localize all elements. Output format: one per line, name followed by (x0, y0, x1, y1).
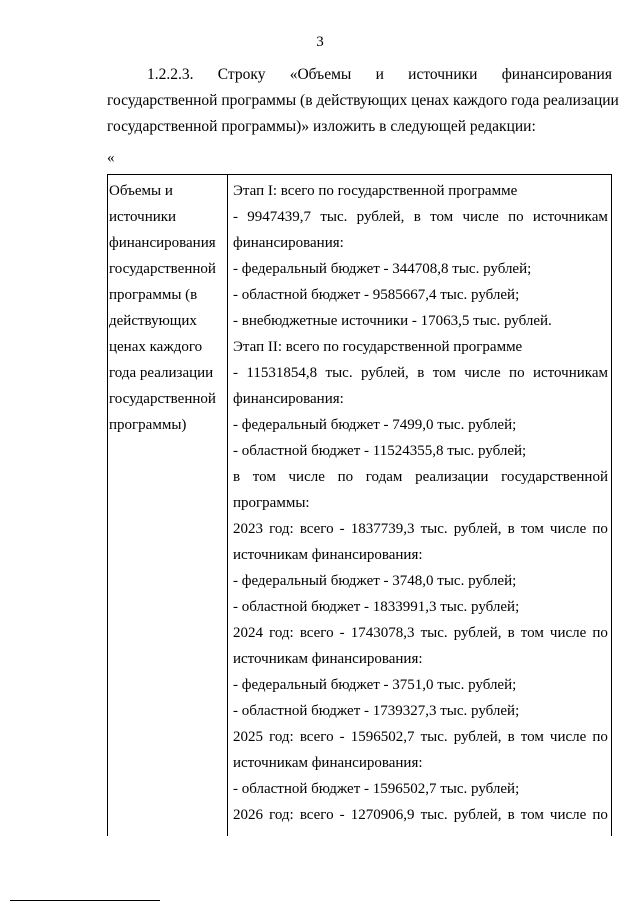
label-line: программы (в (109, 287, 198, 303)
value-word: тыс. (420, 625, 448, 641)
value-word: числе (288, 469, 325, 485)
value-word: в (417, 365, 425, 381)
value-word: 2023 (233, 521, 263, 537)
value-line: - федеральный бюджет - 3751,0 тыс. рублей; (233, 677, 517, 693)
value-word: государственной (501, 469, 608, 485)
value-line: - федеральный бюджет - 7499,0 тыс. рублей; (233, 417, 517, 433)
value-word: в (507, 521, 515, 537)
intro-line (107, 62, 612, 88)
value-word: том (252, 469, 276, 485)
value-word: том (520, 625, 544, 641)
value-word: тыс. (420, 807, 448, 823)
page-number: 3 (316, 34, 324, 50)
value-line: источникам финансирования: (233, 755, 423, 771)
value-word: том (430, 209, 454, 225)
value-word: 2024 (233, 625, 263, 641)
value-line (233, 516, 608, 542)
value-word: год: (269, 807, 294, 823)
value-line: финансирования: (233, 235, 344, 251)
value-line (233, 802, 608, 828)
footnote-rule (10, 900, 160, 901)
value-word: числе (549, 521, 587, 537)
value-word: годам (365, 469, 403, 485)
value-word: - (339, 625, 345, 641)
value-word: том (432, 365, 456, 381)
value-line (233, 204, 608, 230)
value-word: том (520, 521, 544, 537)
value-word: по (337, 469, 354, 485)
value-word: в (507, 625, 515, 641)
value-word: всего (299, 807, 334, 823)
value-word: реализации (415, 469, 489, 485)
value-line (233, 620, 608, 646)
label-line: года реализации (109, 365, 214, 381)
value-word: том (520, 729, 544, 745)
value-word: год: (269, 729, 294, 745)
value-word: по (592, 521, 608, 537)
financing-table (107, 174, 612, 836)
value-word: в (507, 729, 515, 745)
value-line: финансирования: (233, 391, 344, 407)
value-word: по (592, 807, 608, 823)
intro-word: Строку (217, 66, 266, 83)
value-line: Этап II: всего по государственной программе (233, 339, 523, 355)
value-word: - (339, 521, 345, 537)
value-word: тыс. (420, 729, 448, 745)
value-word: 1837739,3 (350, 521, 415, 537)
table-value-cell (233, 178, 608, 828)
value-word: тыс. (325, 365, 353, 381)
value-word: числе (464, 365, 501, 381)
value-line: - областной бюджет - 9585667,4 тыс. рублей; (233, 287, 520, 303)
value-word: рублей, (453, 807, 502, 823)
value-word: по (592, 625, 608, 641)
value-word: - (339, 729, 345, 745)
value-word: источникам (532, 209, 608, 225)
value-word: числе (462, 209, 499, 225)
value-line (233, 724, 608, 750)
value-line: источникам финансирования: (233, 547, 423, 563)
label-line: источники (109, 209, 177, 225)
label-line: государственной (109, 261, 216, 277)
value-word: источникам (533, 365, 608, 381)
intro-word: «Объемы (289, 66, 352, 83)
intro-paragraph (107, 62, 619, 140)
value-word: 9947439,7 (247, 209, 312, 225)
value-word: всего (299, 521, 334, 537)
label-line: государственной (109, 391, 216, 407)
value-word: тыс. (320, 209, 348, 225)
value-word: в (413, 209, 421, 225)
value-word: рублей, (356, 209, 405, 225)
label-line: Объемы и (109, 183, 173, 199)
value-word: по (508, 209, 524, 225)
value-word: в (233, 469, 241, 485)
value-word: по (509, 365, 525, 381)
label-line: финансирования (109, 235, 216, 251)
value-word: рублей, (453, 625, 502, 641)
value-line: источникам финансирования: (233, 651, 423, 667)
value-line: - областной бюджет - 1833991,3 тыс. рублей; (233, 599, 520, 615)
value-line: Этап I: всего по государственной программе (233, 183, 518, 199)
intro-word: 1.2.2.3. (147, 66, 194, 83)
opening-quote: « (107, 150, 115, 166)
value-word: по (592, 729, 608, 745)
value-word: год: (269, 521, 294, 537)
value-word: числе (549, 729, 587, 745)
value-word: 2025 (233, 729, 263, 745)
value-line: - областной бюджет - 11524355,8 тыс. рублей; (233, 443, 527, 459)
column-divider (227, 175, 228, 836)
value-word: - (233, 365, 238, 381)
intro-word: финансирования (501, 66, 612, 83)
value-word: рублей, (361, 365, 409, 381)
value-word: 1596502,7 (350, 729, 415, 745)
value-line (233, 360, 608, 386)
intro-line: государственной программы)» изложить в следующей редакции: (107, 118, 536, 135)
value-word: рублей, (453, 729, 502, 745)
intro-word: источники (408, 66, 478, 83)
value-word: - (233, 209, 238, 225)
label-line: программы) (109, 417, 187, 433)
value-line: - областной бюджет - 1596502,7 тыс. рублей; (233, 781, 520, 797)
value-word: 2026 (233, 807, 263, 823)
label-line: ценах каждого (109, 339, 203, 355)
label-line: действующих (109, 313, 197, 329)
table-label-cell (109, 178, 224, 438)
value-word: 1743078,3 (350, 625, 415, 641)
value-word: 11531854,8 (246, 365, 318, 381)
value-line: - федеральный бюджет - 3748,0 тыс. рублей; (233, 573, 517, 589)
value-word: том (520, 807, 544, 823)
value-word: всего (299, 625, 334, 641)
value-word: рублей, (453, 521, 502, 537)
value-word: числе (549, 807, 587, 823)
value-word: - (339, 807, 345, 823)
value-word: 1270906,9 (350, 807, 415, 823)
value-word: тыс. (420, 521, 448, 537)
value-line: программы: (233, 495, 310, 511)
value-line: - федеральный бюджет - 344708,8 тыс. рублей; (233, 261, 532, 277)
value-word: в (507, 807, 515, 823)
value-line: - внебюджетные источники - 17063,5 тыс. рублей. (233, 313, 552, 329)
value-word: год: (269, 625, 294, 641)
intro-line: государственной программы (в действующих ценах каждого года реализации (107, 92, 619, 109)
value-line: - областной бюджет - 1739327,3 тыс. рублей; (233, 703, 520, 719)
value-word: всего (299, 729, 334, 745)
intro-word: и (375, 66, 384, 83)
value-word: числе (549, 625, 587, 641)
value-line (233, 464, 608, 490)
